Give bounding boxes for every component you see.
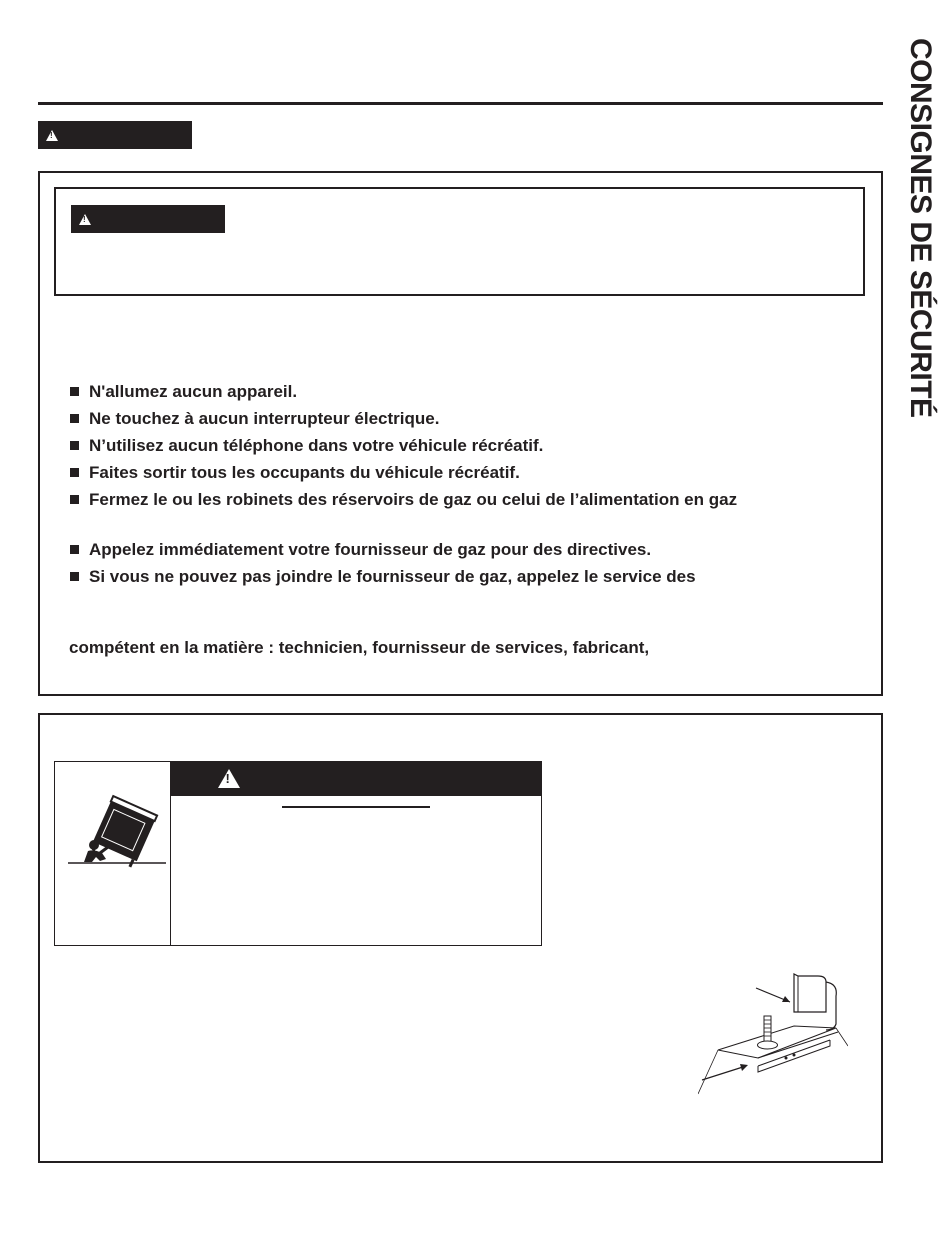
list-item: N'allumez aucun appareil.	[70, 378, 737, 405]
list-item: Fermez le ou les robinets des réservoirs de gaz ou celui de l’alimentation en gaz	[70, 486, 737, 513]
square-bullet-icon	[70, 545, 79, 554]
inner-warning-tag	[71, 205, 225, 233]
square-bullet-icon	[70, 572, 79, 581]
header-rule	[38, 102, 883, 105]
tip-over-illustration	[54, 761, 171, 946]
list-item: N’utilisez aucun téléphone dans votre véhicule récréatif.	[70, 432, 737, 459]
warning-triangle-icon	[218, 769, 240, 788]
square-bullet-icon	[70, 495, 79, 504]
closing-line: compétent en la matière : technicien, fournisseur de services, fabricant,	[69, 638, 650, 657]
list-item: Faites sortir tous les occupants du véhicule récréatif.	[70, 459, 737, 486]
square-bullet-icon	[70, 468, 79, 477]
warning-tag	[38, 121, 192, 149]
gas-contact-list	[70, 536, 696, 590]
gas-instructions-list	[70, 378, 737, 513]
square-bullet-icon	[70, 414, 79, 423]
underline-rule	[282, 806, 430, 808]
square-bullet-icon	[70, 441, 79, 450]
inner-warning-box	[54, 187, 865, 296]
warning-triangle-icon	[46, 130, 58, 141]
list-item: Si vous ne pouvez pas joindre le fournisseur de gaz, appelez le service des	[70, 563, 696, 590]
side-title: CONSIGNES DE SÉCURITÉ	[904, 38, 937, 418]
warning-triangle-icon	[79, 214, 91, 225]
anti-tip-bracket-illustration	[698, 966, 848, 1096]
tip-over-warning-header	[171, 761, 542, 796]
list-item: Ne touchez à aucun interrupteur électrique.	[70, 405, 737, 432]
square-bullet-icon	[70, 387, 79, 396]
tip-over-illustration-cell	[54, 761, 171, 946]
list-item: Appelez immédiatement votre fournisseur de gaz pour des directives.	[70, 536, 696, 563]
